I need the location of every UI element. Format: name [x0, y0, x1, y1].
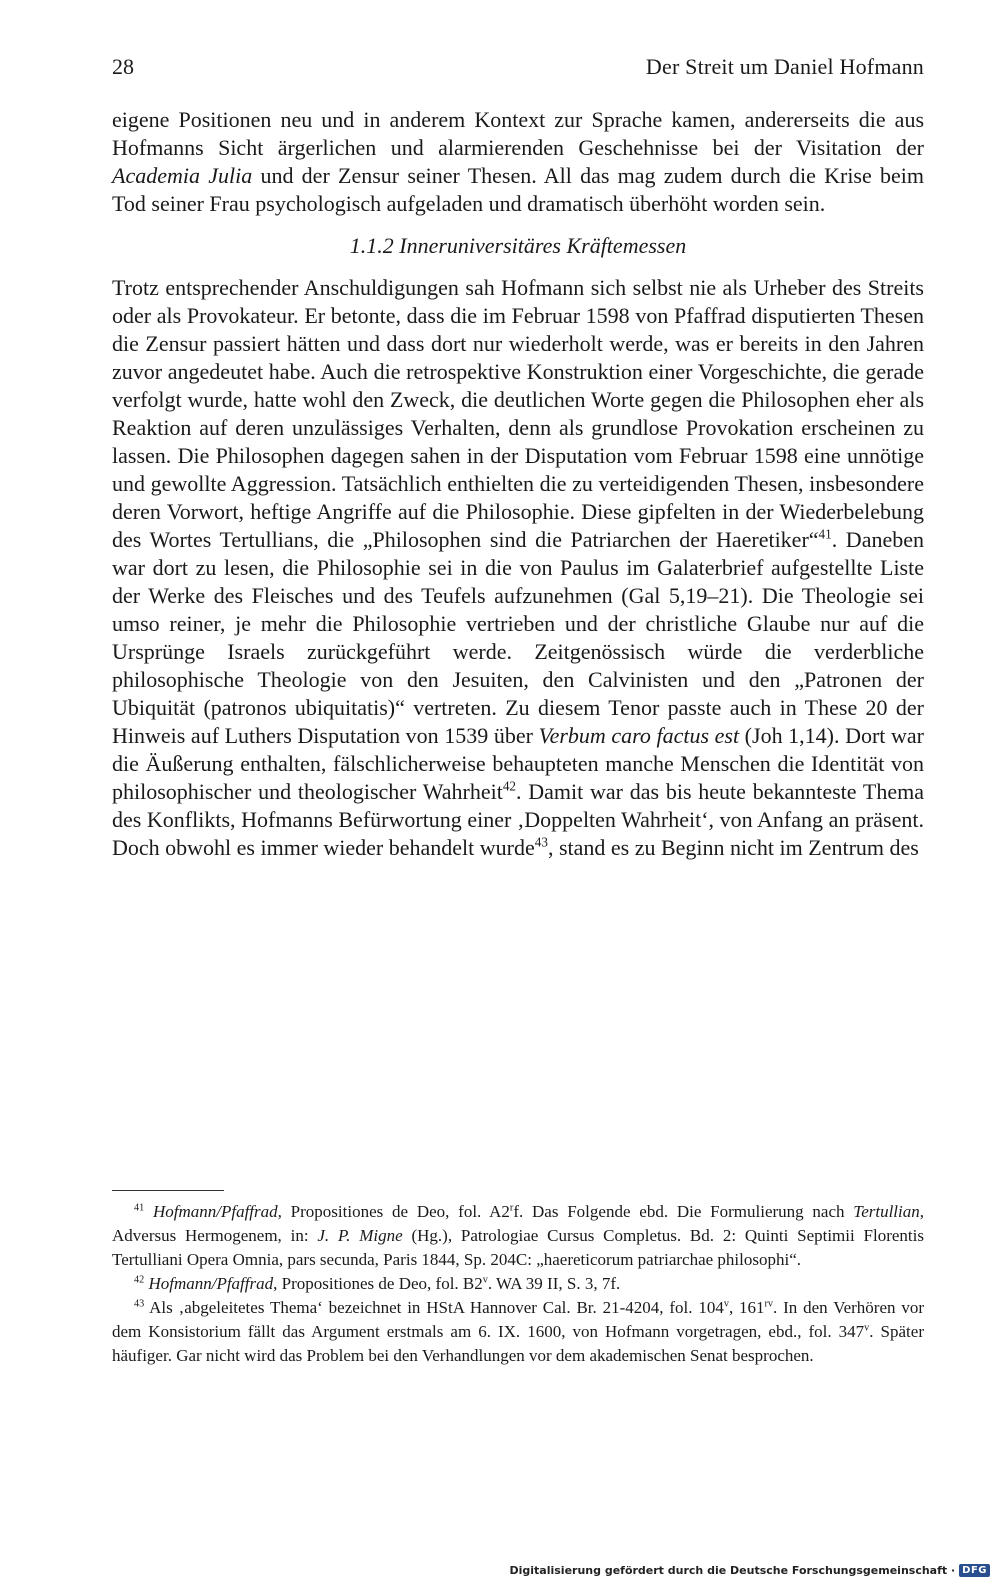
section-heading: 1.1.2 Inneruniversitäres Kräftemessen: [349, 233, 687, 258]
footnote-ref-41[interactable]: 41: [818, 526, 832, 542]
author-name: Hofmann/Pfaffrad: [152, 1202, 278, 1221]
footnote-43: [112, 1296, 924, 1368]
footnote-ref-42[interactable]: 42: [502, 778, 516, 794]
text-run: . Daneben war dort zu lesen, die Philosophie sei in die von Paulus im Galaterbrief aufgestellte Liste der Werke des Fleisches und des Teufels aufzunehmen (Gal 5,19–21). Die Theologie sei umso reiner, je mehr die Philosophie vertrieben und der christliche Glaube nur auf die Ursprünge Israels zurückgeführt werde. Zeitgenössisch würde die verderbliche philosophische Theologie von den Jesuiten, den Calvinisten und den „Patronen der Ubiquität (patronos ubiquitatis)“ vertreten. Zu diesem Tenor passte auch in These 20 der Hinweis auf Luthers Disputation von 1539 über: [112, 527, 924, 748]
italic-term: Verbum caro factus est: [538, 723, 740, 748]
text-run: , 161: [728, 1298, 765, 1317]
text-run: . Später häufiger. Gar nicht wird das Problem bei den Verhandlungen vor dem akademischen Senat besprochen.: [112, 1322, 924, 1365]
footnote-number: 43: [134, 1298, 145, 1310]
footer-text: Digitalisierung gefördert durch die Deutsche Forschungsgemeinschaft ·: [509, 1563, 956, 1577]
text-run: , stand es zu Beginn nicht im Zentrum des: [547, 835, 919, 860]
text-run: (Joh 1,14). Dort war die Äußerung enthalten, fälschlicherweise behaupteten manche Menschen die Identität von philosophischer und theologischer Wahrheit: [112, 723, 924, 804]
author-name: Tertullian: [853, 1202, 920, 1221]
italic-term: Academia Julia: [112, 163, 253, 188]
paragraph-2: [112, 274, 924, 862]
footnote-number: 42: [134, 1274, 145, 1286]
folio-sup: v: [723, 1298, 729, 1310]
running-head: Der Streit um Daniel Hofmann: [645, 54, 924, 79]
text-run: , Propositiones de Deo, fol. A2: [277, 1202, 510, 1221]
footnote-ref-43[interactable]: 43: [534, 834, 548, 850]
text-run: f. Das Folgende ebd. Die Formulierung nach: [513, 1202, 854, 1221]
main-text: [112, 106, 924, 862]
text-run: , Adversus Hermogenem, in:: [112, 1202, 924, 1245]
text-run: . In den Verhören vor dem Konsistorium fällt das Argument erstmals am 6. IX. 1600, von Hofmann vorgetragen, ebd., fol. 347: [112, 1298, 925, 1341]
text-run: . WA 39 II, S. 3, 7f.: [487, 1274, 621, 1293]
footnote-divider: [112, 1190, 224, 1191]
footnote-41: [112, 1200, 924, 1272]
text-run: , Propositiones de Deo, fol. B2: [273, 1274, 483, 1293]
text-run: eigene Positionen neu und in anderem Kontext zur Sprache kamen, andererseits die aus Hofmanns Sicht ärgerlichen und alarmierenden Geschehnisse bei der Visitation der: [112, 107, 924, 160]
folio-sup: v: [482, 1274, 488, 1286]
text-run: (Hg.), Patrologiae Cursus Completus. Bd. 2: Quinti Septimii Florentis Tertulliani Opera Omnia, pars secunda, Paris 1844, Sp. 204C: „haereticorum patriarchae philosophi“.: [112, 1226, 924, 1269]
footnotes: [112, 1200, 924, 1368]
paragraph-1: [112, 106, 924, 218]
text-run: Trotz entsprechender Anschuldigungen sah Hofmann sich selbst nie als Urheber des Streits oder als Provokateur. Er betonte, dass die im Februar 1598 von Pfaffrad disputierten Thesen die Zensur passiert hätten und dass dort nur wiederholt werde, was er bereits in den Jahren zuvor angedeutet habe. Auch die retrospektive Konstruktion einer Vorgeschichte, die gerade verfolgt wurde, hatte wohl den Zweck, die deutlichen Worte gegen die Philosophen eher als Reaktion auf deren unzulässiges Verhalten, denn als grundlose Provokation erscheinen zu lassen. Die Philosophen dagegen sahen in der Disputation vom Februar 1598 eine unnötige und gewollte Aggression. Tatsächlich enthielten die zu verteidigenden Thesen, insbesondere deren Vorwort, heftige Angriffe auf die Philosophie. Diese gipfelten in der Wiederbelebung des Wortes Tertullians, die „Philosophen sind die Patriarchen der Haeretiker“: [112, 275, 924, 552]
folio-sup: rv: [764, 1298, 774, 1310]
dfg-logo-icon: DFG: [959, 1564, 990, 1577]
footnote-number: 41: [134, 1202, 145, 1214]
text-run: . Damit war das bis heute bekannteste Thema des Konflikts, Hofmanns Befürwortung einer ‚Doppelten Wahrheit‘, von Anfang an präsent. Doch obwohl es immer wieder behandelt wurde: [112, 779, 924, 860]
author-name: J. P. Migne: [317, 1226, 403, 1245]
footnote-42: [112, 1272, 924, 1296]
page-number: 28: [112, 54, 134, 79]
author-name: Hofmann/Pfaffrad: [148, 1274, 274, 1293]
page-header: [112, 52, 924, 88]
folio-sup: v: [864, 1322, 870, 1334]
folio-sup: r: [509, 1202, 514, 1214]
digitization-footer: [509, 1560, 990, 1580]
text-run: Als ‚abgeleitetes Thema‘ bezeichnet in HStA Hannover Cal. Br. 21-4204, fol. 104: [149, 1298, 724, 1317]
text-run: und der Zensur seiner Thesen. All das mag zudem durch die Krise beim Tod seiner Frau psychologisch aufgeladen und dramatisch überhöht worden sein.: [112, 163, 924, 216]
